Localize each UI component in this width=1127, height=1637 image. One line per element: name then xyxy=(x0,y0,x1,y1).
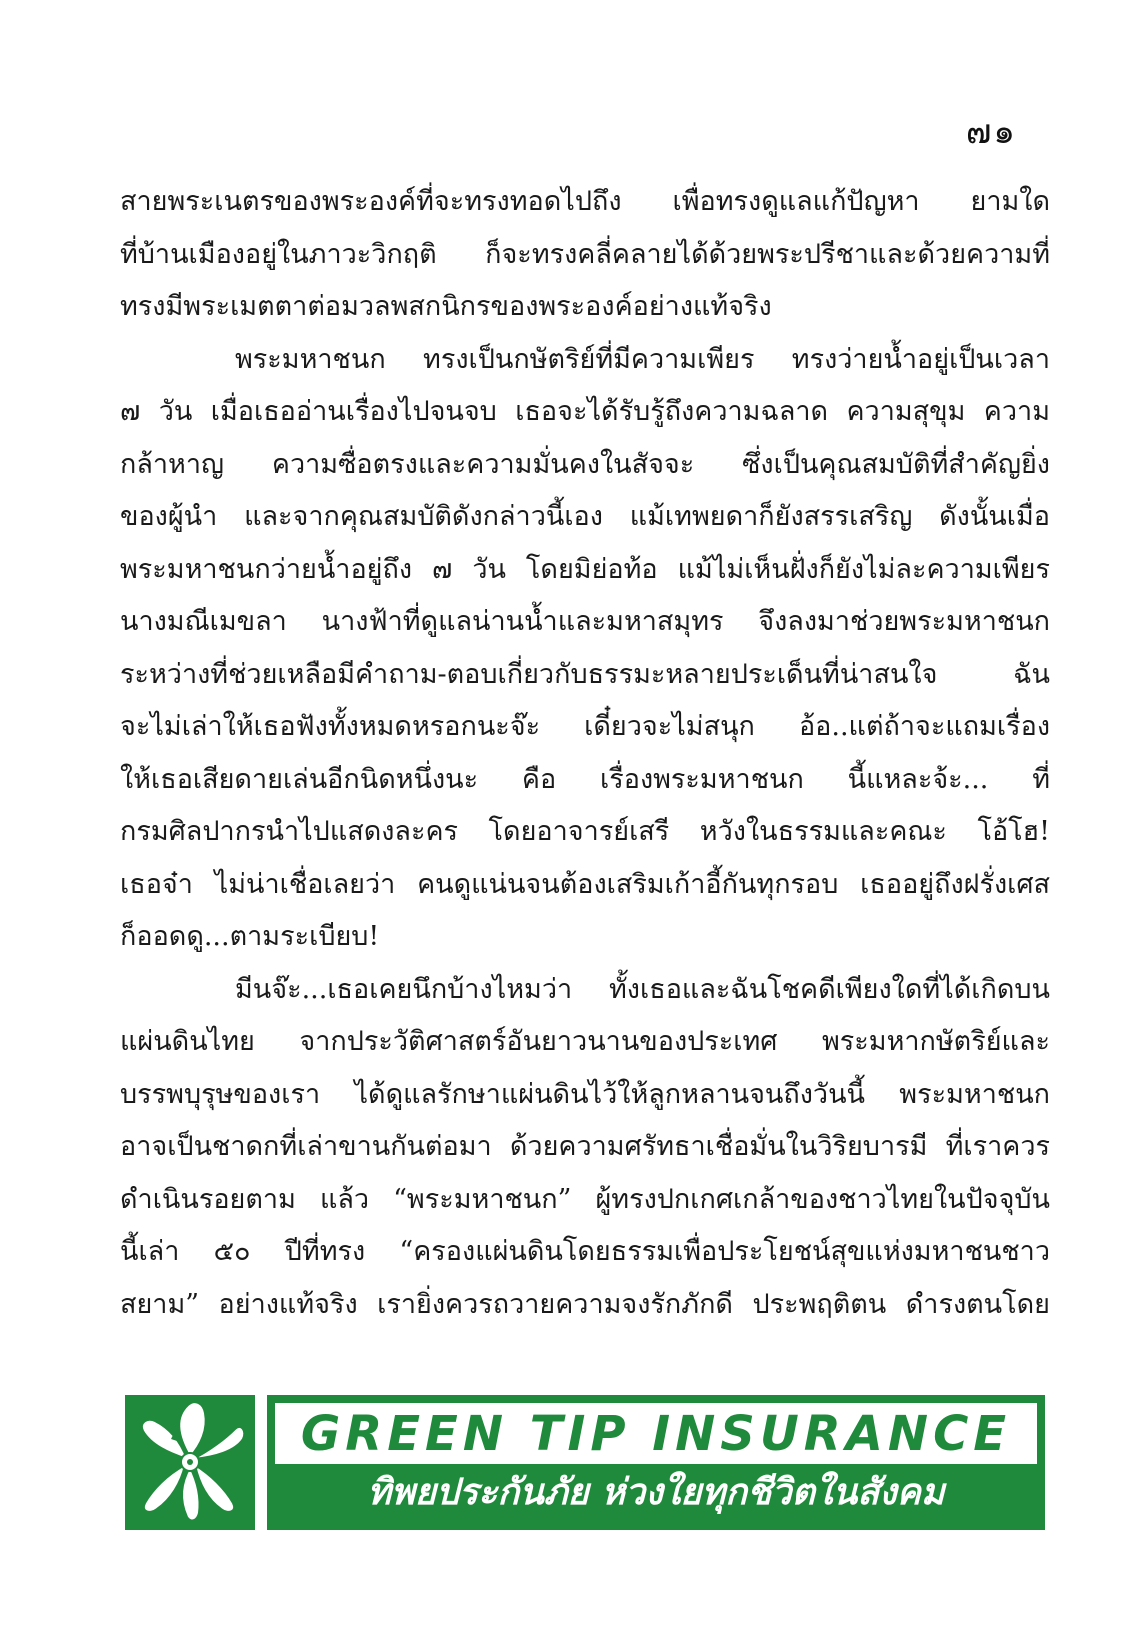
text-line: บรรพบุรุษของเรา ได้ดูแลรักษาแผ่นดินไว้ให้ลูกหลานจนถึงวันนี้ พระมหาชนก xyxy=(120,1078,1050,1110)
text-line: พระมหาชนกว่ายน้ำอยู่ถึง ๗ วัน โดยมิย่อท้อ แม้ไม่เห็นฝั่งก็ยังไม่ละความเพียร xyxy=(120,553,1050,585)
brand-inner xyxy=(275,1403,1037,1522)
text-line: ที่บ้านเมืองอยู่ในภาวะวิกฤติ ก็จะทรงคลี่คลายได้ด้วยพระปรีชาและด้วยความที่ xyxy=(120,238,1050,270)
text-line: ทรงมีพระเมตตาต่อมวลพสกนิกรของพระองค์อย่างแท้จริง xyxy=(120,291,772,322)
text-line: จะไม่เล่าให้เธอฟังทั้งหมดหรอกนะจ๊ะ เดี๋ยวจะไม่สนุก อ้อ..แต่ถ้าจะแถมเรื่อง xyxy=(120,711,1050,742)
text-line: แผ่นดินไทย จากประวัติศาสตร์อันยาวนานของประเทศ พระมหากษัตริย์และ xyxy=(120,1026,1050,1057)
text-line: พระมหาชนก ทรงเป็นกษัตริย์ที่มีความเพียร ทรงว่ายน้ำอยู่เป็นเวลา xyxy=(235,343,1050,375)
text-line: อาจเป็นชาดกที่เล่าขานกันต่อมา ด้วยความศรัทธาเชื่อมั่นในวิริยบารมี ที่เราควร xyxy=(120,1131,1050,1162)
text-line: นี้เล่า ๕๐ ปีที่ทรง “ครองแผ่นดินโดยธรรมเพื่อประโยชน์สุขแห่งมหาชนชาว xyxy=(120,1236,1050,1267)
text-line: สายพระเนตรของพระองค์ที่จะทรงทอดไปถึง เพื่อทรงดูแลแก้ปัญหา ยามใด xyxy=(120,186,1050,217)
text-line: ให้เธอเสียดายเล่นอีกนิดหนึ่งนะ คือ เรื่องพระมหาชนก นี้แหละจ้ะ... ที่ xyxy=(120,763,1050,795)
text-line: สยาม” อย่างแท้จริง เรายิ่งควรถวายความจงรักภักดี ประพฤติตน ดำรงตนโดย xyxy=(120,1288,1050,1320)
brand-title: GREEN TIP INSURANCE xyxy=(300,1406,1012,1462)
text-line: ระหว่างที่ช่วยเหลือมีคำถาม-ตอบเกี่ยวกับธรรมะหลายประเด็นที่น่าสนใจ ฉัน xyxy=(120,658,1050,690)
text-line: ก็ออดดู...ตามระเบียบ! xyxy=(120,921,380,952)
text-line: ๗ วัน เมื่อเธออ่านเรื่องไปจนจบ เธอจะได้รับรู้ถึงความฉลาด ความสุขุม ความ xyxy=(120,396,1050,427)
page-number: ๗๑ xyxy=(965,112,1017,152)
logo xyxy=(125,1395,255,1530)
insurance-ad-banner xyxy=(125,1395,1045,1530)
brand-slogan: ทิพยประกันภัย ห่วงใยทุกชีวิตในสังคม xyxy=(367,1472,945,1513)
text-line: กล้าหาญ ความซื่อตรงและความมั่นคงในสัจจะ ซึ่งเป็นคุณสมบัติที่สำคัญยิ่ง xyxy=(120,448,1050,480)
slogan-bar xyxy=(275,1464,1037,1522)
text-line: ดำเนินรอยตาม แล้ว “พระมหาชนก” ผู้ทรงปกเกศเกล้าของชาวไทยในปัจจุบัน xyxy=(120,1183,1050,1215)
text-line: กรมศิลปากรนำไปแสดงละคร โดยอาจารย์เสรี หวังในธรรมและคณะ โอ้โฮ! xyxy=(120,816,1050,847)
text-line: ของผู้นำ และจากคุณสมบัติดังกล่าวนี้เอง แม้เทพยดาก็ยังสรรเสริญ ดังนั้นเมื่อ xyxy=(120,501,1050,532)
brand-box xyxy=(267,1395,1045,1530)
body-text xyxy=(120,176,1050,1331)
text-line: นางมณีเมขลา นางฟ้าที่ดูแลน่านน้ำและมหาสมุทร จึงลงมาช่วยพระมหาชนก xyxy=(120,606,1050,637)
orchid-flower-icon xyxy=(125,1395,255,1530)
text-line: เธอจ๋า ไม่น่าเชื่อเลยว่า คนดูแน่นจนต้องเสริมเก้าอี้กันทุกรอบ เธออยู่ถึงฝรั่งเศส xyxy=(120,868,1050,900)
text-line: มีนจ๊ะ...เธอเคยนึกบ้างไหมว่า ทั้งเธอและฉันโชคดีเพียงใดที่ได้เกิดบน xyxy=(235,973,1050,1005)
